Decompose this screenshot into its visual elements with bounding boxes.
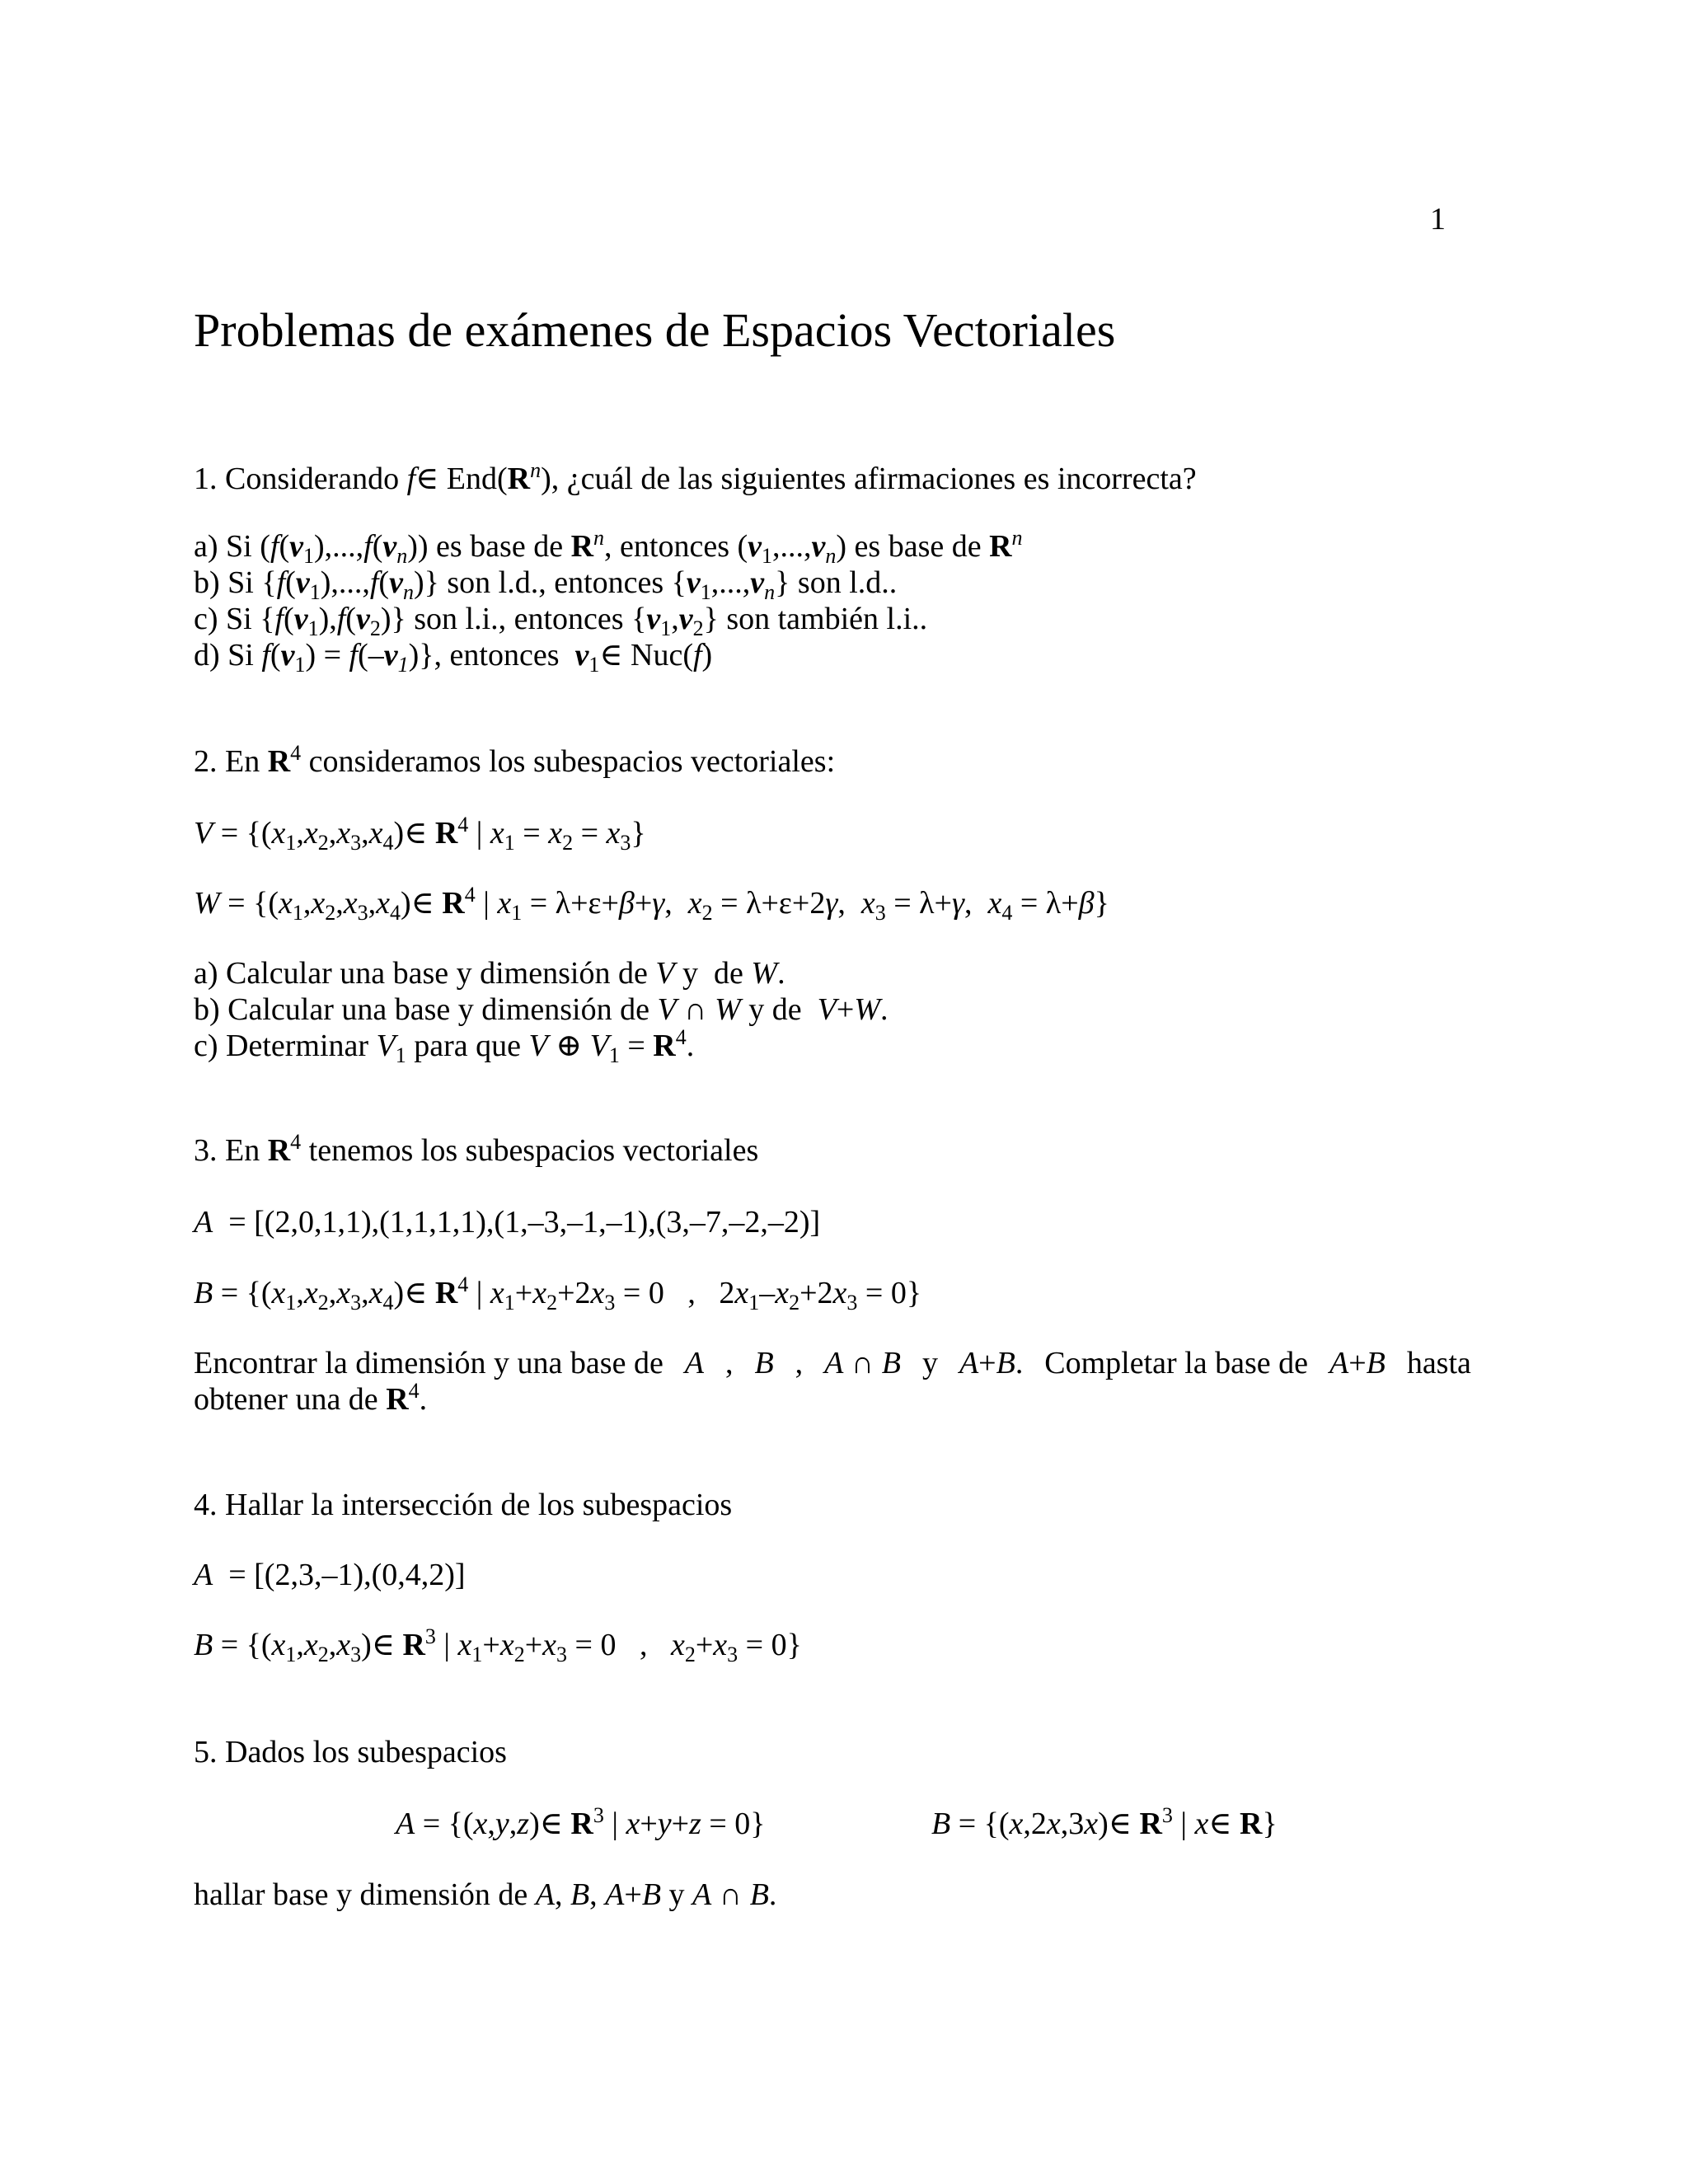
problem-5-set-A: A = {(x,y,z)∈ $R^3$ | x+y+z = 0} bbox=[396, 1803, 766, 1841]
problem-3-set-A: A = [(2,0,1,1),(1,1,1,1),(1,–3,–1,–1),(3,–7,–2,–2)] bbox=[194, 1205, 821, 1240]
page-title: Problemas de exámenes de Espacios Vectoriales bbox=[194, 303, 1116, 357]
problem-4-set-B: $B = \{(x_1,x_2,x_3)\in$ $R^3$ | $x_1+x_2+x_3 = 0$ , $x_2+x_3 = 0$} bbox=[194, 1624, 802, 1666]
problem-4-set-A: A = [(2,3,–1),(0,4,2)] bbox=[194, 1558, 466, 1592]
problem-5-statement: 5. Dados los subespacios bbox=[194, 1735, 507, 1769]
problem-2-set-V: $V = \{(x_1,x_2,x_3,x_4)\in$ $R^4$ | $x_1 = x_2 = x_3$} bbox=[194, 813, 646, 855]
problem-5-task: hallar base y dimensión de A, B, A+B y A ∩ B. bbox=[194, 1877, 777, 1912]
problem-1-option-c: c) Si $\{f(v_1),f(v_2)\}$ son l.i., entonces $\{v_1,v_2\}$ son también l.i.. bbox=[194, 602, 928, 640]
problem-2-part-c: c) Determinar $V_1$ para que V ⊕ $V_1 = R^4$. bbox=[194, 1025, 695, 1067]
problem-1-statement: 1. Considerando f∈ $End(R^n)$, ¿cuál de las siguientes afirmaciones es incorrecta? bbox=[194, 458, 1197, 496]
problem-2-part-b: b) Calcular una base y dimensión de V ∩ W y de V+W. bbox=[194, 992, 889, 1027]
problem-5-set-B: B = {(x,2x,3x)∈ $R^3$ | x∈ R} bbox=[931, 1803, 1278, 1841]
problem-3-statement: 3. En $R^4$ tenemos los subespacios vectoriales bbox=[194, 1130, 759, 1168]
problem-1-option-a: a) Si $(f(v_1),...,f(v_n))$ es base de $R^n$, entonces $(v_1,...,v_n)$ es base de $R^n$ bbox=[194, 526, 1023, 568]
problem-2-statement: 2. En $R^4$ consideramos los subespacios vectoriales: bbox=[194, 741, 836, 779]
problem-3-task-line-1: Encontrar la dimensión y una base de A , B , A ∩ B y A+B. Completar la base de A+B hasta bbox=[194, 1346, 1471, 1380]
problem-1-option-b: b) Si $\{f(v_1),...,f(v_n)\}$ son l.d., entonces $\{v_1,...,v_n\}$ son l.d.. bbox=[194, 565, 898, 604]
problem-1-option-d: d) Si $f(v_1) = f(-v_1)$}, entonces $v_1\in$ Nuc(f) bbox=[194, 638, 713, 677]
page-number: 1 bbox=[1430, 202, 1446, 237]
problem-4-statement: 4. Hallar la intersección de los subespacios bbox=[194, 1488, 733, 1522]
problem-2-part-a: a) Calcular una base y dimensión de V y de W. bbox=[194, 956, 785, 991]
problem-3-set-B: $B = \{(x_1,x_2,x_3,x_4)\in$ $R^4$ | $x_1+x_2+2x_3 = 0$ , $2x_1-x_2+2x_3 = 0$} bbox=[194, 1272, 922, 1315]
problem-2-set-W: $W = \{(x_1,x_2,x_3,x_4)\in$ $R^4$ | $x_1 = \lambda+\varepsilon+\beta+\gamma$, $x_2 = \lambda+\varepsilon+2\gamma$, $x_3 = \lambda+\gamma$, $x_4 = \lambda+\beta$} bbox=[194, 883, 1109, 925]
problem-3-task-line-2: obtener una de $R^4$. bbox=[194, 1379, 428, 1417]
